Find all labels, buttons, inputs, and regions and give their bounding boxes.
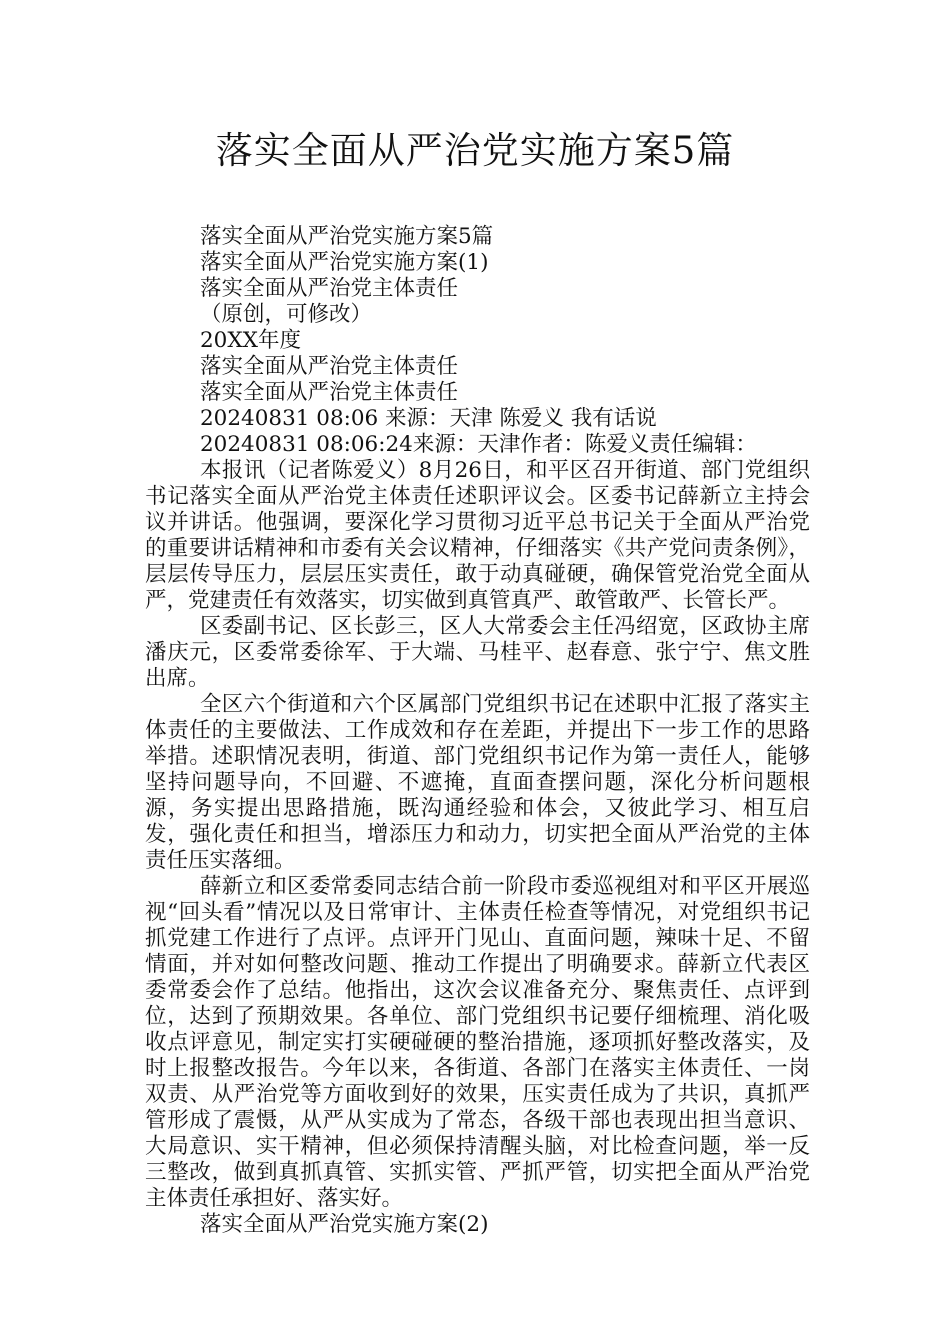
heading-line: 落实全面从严治党主体责任 [200,276,459,301]
body-paragraph: 全区六个街道和六个区属部门党组织书记在述职中汇报了落实主体责任的主要做法、工作成效和存在差距，并提出下一步工作的思路举措。述职情况表明，街道、部门党组织书记作为第一责任人，能够坚持问题导向，不回避、不遮掩，直面查摆问题，深化分析问题根源，务实提出思路措施，既沟通经验和体会，又彼此学习、相互启发，强化责任和担当，增添压力和动力，切实把全面从严治党的主体责任压实落细。 [145,692,810,873]
body-paragraph: 本报讯（记者陈爱义）8月26日，和平区召开街道、部门党组织书记落实全面从严治党主体责任述职评议会。区委书记薛新立主持会议并讲话。他强调，要深化学习贯彻习近平总书记关于全面从严治党的重要讲话精神和市委有关会议精神，仔细落实《共产党问责条例》，层层传导压力，层层压实责任，敢于动真碰硬，确保管党治党全面从严，党建责任有效落实，切实做到真管真严、敢管敢严、长管长严。 [145,458,810,613]
body-paragraph: 薛新立和区委常委同志结合前一阶段市委巡视组对和平区开展巡视“回头看”情况以及日常审计、主体责任检查等情况，对党组织书记抓党建工作进行了点评。点评开门见山、直面问题，辣味十足、不留情面，并对如何整改问题、推动工作提出了明确要求。薛新立代表区委常委会作了总结。他指出，这次会议准备充分、聚焦责任、点评到位，达到了预期效果。各单位、部门党组织书记要仔细梳理、消化吸收点评意见，制定实打实硬碰硬的整治措施，逐项抓好整改落实，及时上报整改报告。今年以来，各街道、各部门在落实主体责任、一岗双责、从严治党等方面收到好的效果，压实责任成为了共识，真抓严管形成了震慑，从严从实成为了常态，各级干部也表现出担当意识、大局意识、实干精神，但必须保持清醒头脑，对比检查问题，举一反三整改，做到真抓真管、实抓实管、严抓严管，切实把全面从严治党主体责任承担好、落实好。 [145,874,810,1211]
heading-line: 落实全面从严治党实施方案(1) [200,250,489,275]
heading-line: 落实全面从严治党实施方案5篇 [200,224,494,249]
source-line: 20240831 08:06 来源：天津 陈爱义 我有话说 [200,406,657,431]
body-paragraph: 区委副书记、区长彭三，区人大常委会主任冯绍宽，区政协主席潘庆元，区委常委徐军、于大端、马桂平、赵春意、张宁宁、焦文胜出席。 [145,614,810,691]
source-line: 20240831 08:06:24来源：天津作者：陈爱义责任编辑： [200,432,757,457]
heading-line: 落实全面从严治党主体责任 [200,354,459,379]
document-body [145,224,810,1238]
document-title: 落实全面从严治党实施方案5篇 [215,129,735,172]
heading-line: 落实全面从严治党主体责任 [200,380,459,405]
heading-line: 20XX年度 [200,328,301,353]
section-heading: 落实全面从严治党实施方案(2) [200,1212,489,1237]
heading-line: （原创，可修改） [200,302,373,327]
